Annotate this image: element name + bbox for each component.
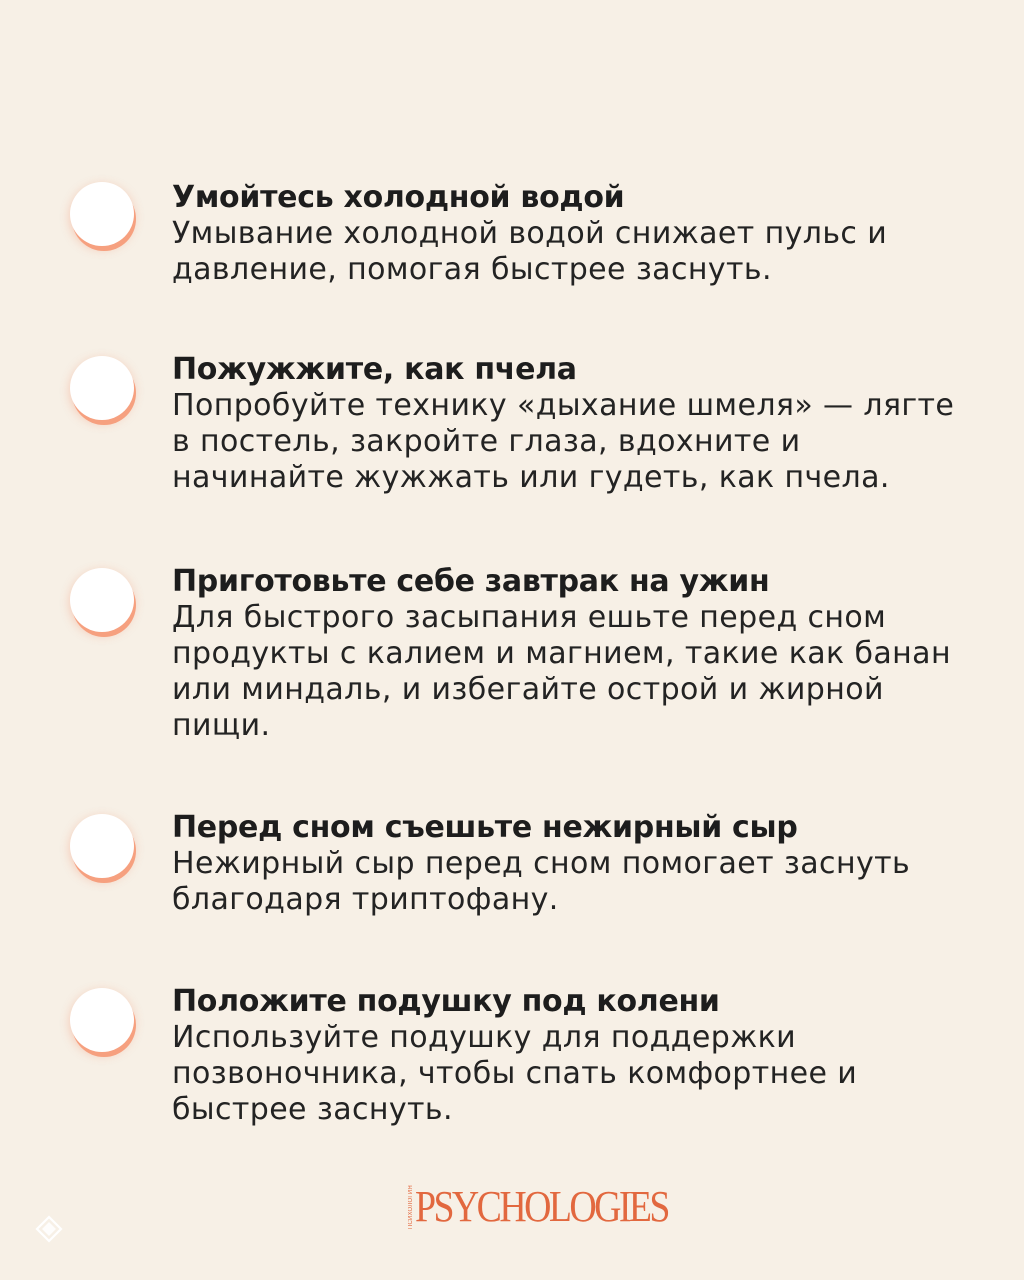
tip-title: Умойтесь холодной водой bbox=[172, 180, 625, 215]
bullet-dot bbox=[70, 356, 134, 420]
tip-content bbox=[172, 352, 962, 496]
psychologies-logo bbox=[408, 1183, 709, 1229]
tip-content bbox=[172, 810, 962, 918]
tip-content bbox=[172, 180, 962, 288]
tip-title: Перед сном съешьте нежирный сыр bbox=[172, 810, 798, 845]
tip-body: Для быстрого засыпания ешьте перед сном продукты с калием и магнием, такие как банан или миндаль, и избегайте острой и жирной пищи. bbox=[172, 600, 951, 743]
tip-title: Положите подушку под колени bbox=[172, 984, 720, 1019]
tip-content bbox=[172, 564, 962, 744]
tip-body: Используйте подушку для поддержки позвоночника, чтобы спать комфортнее и быстрее заснуть. bbox=[172, 1020, 858, 1127]
logo-vertical-text: ПСИХОЛОГИЯ bbox=[408, 1185, 414, 1229]
diamond-sparkle-icon bbox=[34, 1214, 64, 1244]
tip-title: Пожужжите, как пчела bbox=[172, 352, 577, 387]
tip-content bbox=[172, 984, 962, 1128]
bullet-dot bbox=[70, 988, 134, 1052]
tip-title: Приготовьте себе завтрак на ужин bbox=[172, 564, 770, 599]
tip-body: Нежирный сыр перед сном помогает заснуть благодаря триптофану. bbox=[172, 846, 911, 917]
bullet-dot bbox=[70, 568, 134, 632]
bullet-dot bbox=[70, 814, 134, 878]
bullet-dot bbox=[70, 182, 134, 246]
tip-body: Попробуйте технику «дыхание шмеля» — лягте в постель, закройте глаза, вдохните и начинайте жужжать или гудеть, как пчела. bbox=[172, 388, 955, 495]
logo-text: PSYCHOLOGIES bbox=[415, 1182, 668, 1231]
tip-body: Умывание холодной водой снижает пульс и давление, помогая быстрее заснуть. bbox=[172, 216, 888, 287]
